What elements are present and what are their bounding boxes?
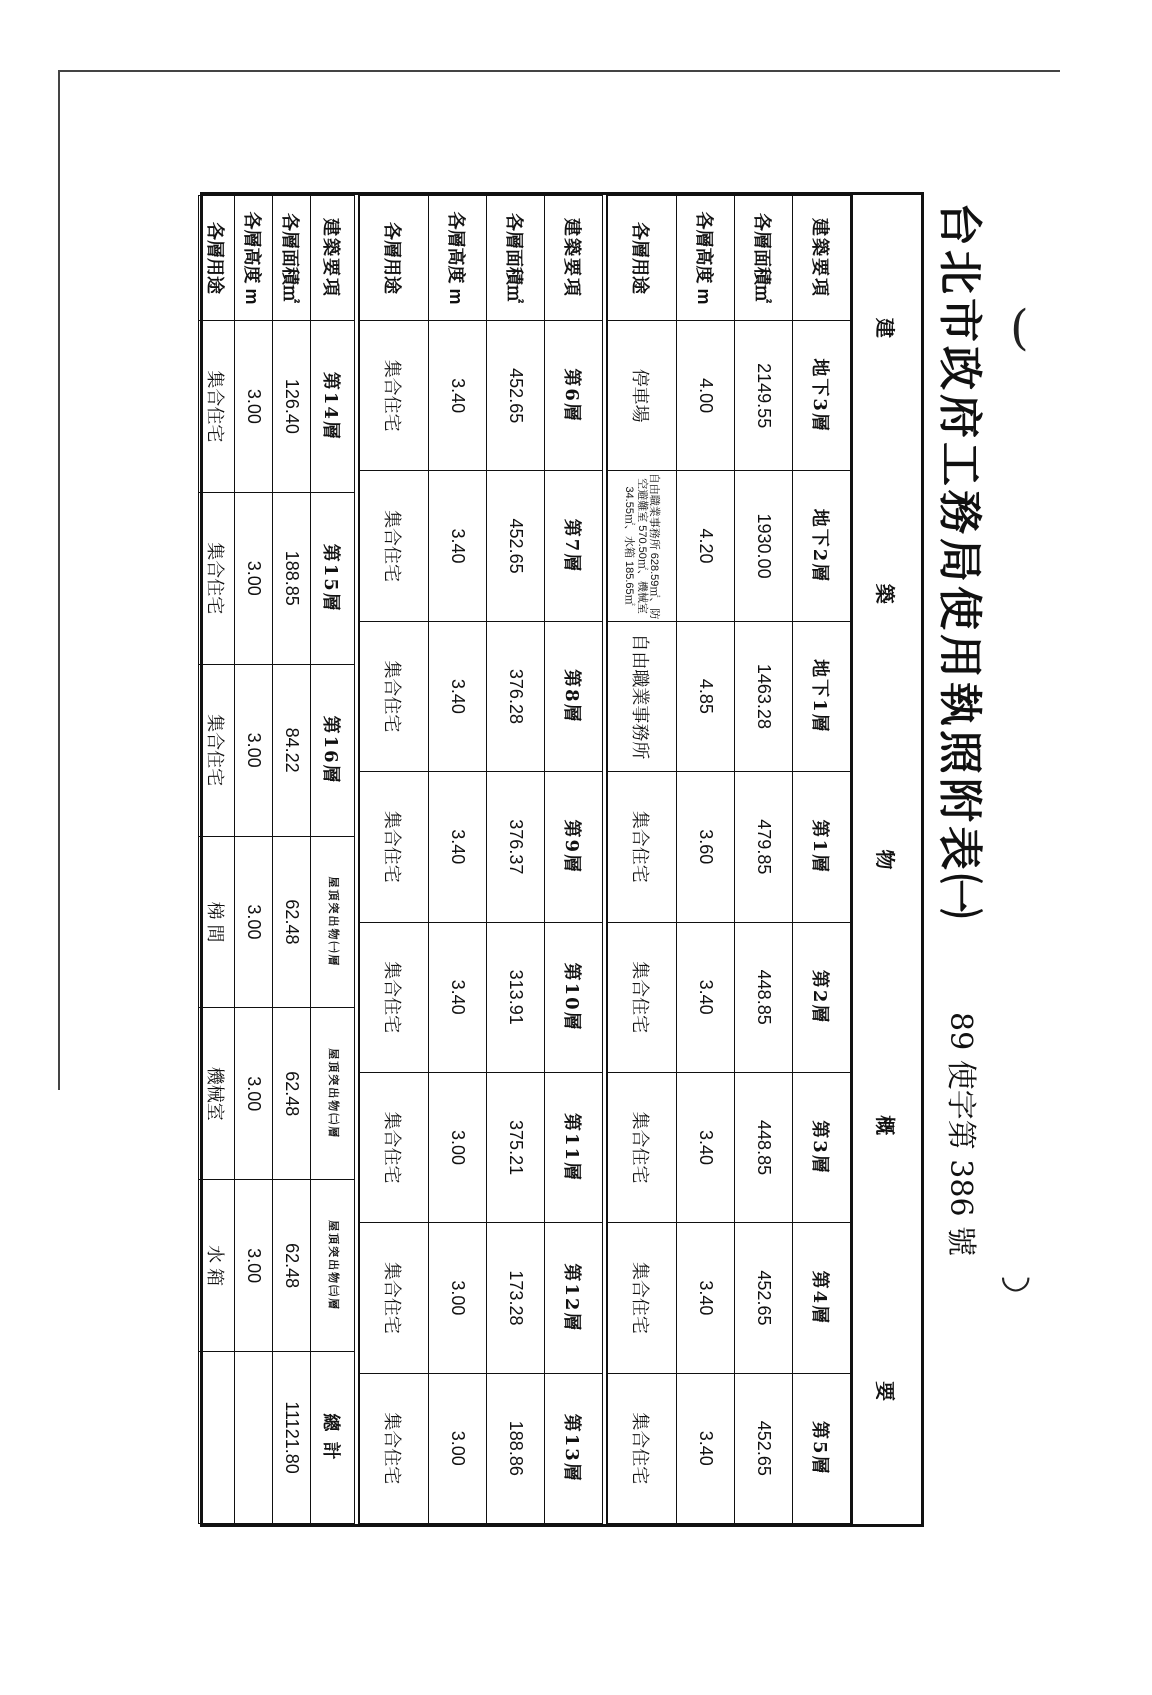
table-cell: 62.48 [273, 836, 311, 1008]
row-label-use: 各層用途 [607, 196, 677, 321]
license-number-prefix: 89 [943, 1012, 978, 1051]
license-number-mid: 使字第 [943, 1059, 978, 1150]
row-label-use: 各層用途 [199, 196, 235, 321]
page-edge-left [58, 70, 60, 1090]
document-rotated [200, 192, 1000, 1527]
row-label-item: 建築要項 [793, 196, 851, 321]
scan-mark-top-right: ( [1010, 300, 1029, 356]
table-cell: 452.65 [487, 471, 545, 621]
column-header: 第8層 [545, 621, 603, 771]
row-label-height: 各層高度 m [429, 196, 487, 321]
table-cell: 448.85 [735, 922, 793, 1072]
column-header: 地下1層 [793, 621, 851, 771]
table-cell: 3.00 [429, 1223, 487, 1373]
table-cell: 水 箱 [199, 1180, 235, 1352]
table-cell: 2149.55 [735, 321, 793, 471]
table-row [677, 196, 735, 1524]
table-cell: 479.85 [735, 772, 793, 922]
row-label-height: 各層高度 m [677, 196, 735, 321]
floor-block-2 [358, 195, 603, 1524]
table-cell: 集合住宅 [607, 922, 677, 1072]
table-cell: 3.40 [429, 922, 487, 1072]
table-cell: 313.91 [487, 922, 545, 1072]
table-row [793, 196, 851, 1524]
table-cell: 3.00 [235, 1180, 273, 1352]
table-cell: 3.40 [429, 471, 487, 621]
section-label-char: 要 [873, 1381, 898, 1402]
column-header: 第13層 [545, 1373, 603, 1523]
column-header: 屋頂突出物㈢層 [311, 1180, 355, 1352]
table-cell: 62.48 [273, 1008, 311, 1180]
column-header: 第9層 [545, 772, 603, 922]
column-header: 第5層 [793, 1373, 851, 1523]
table-cell: 集合住宅 [607, 1072, 677, 1222]
table-cell: 3.00 [235, 1008, 273, 1180]
table-row [235, 196, 273, 1524]
table-cell: 自由職業事務所 [607, 621, 677, 771]
column-header: 第10層 [545, 922, 603, 1072]
table-cell: 3.00 [235, 492, 273, 664]
table-cell: 3.00 [235, 664, 273, 836]
table-cell: 3.60 [677, 772, 735, 922]
column-header: 第7層 [545, 471, 603, 621]
table-cell: 3.00 [235, 836, 273, 1008]
column-header: 第16層 [311, 664, 355, 836]
column-header: 第4層 [793, 1223, 851, 1373]
table-cell: 機械室 [199, 1008, 235, 1180]
table-cell: 62.48 [273, 1180, 311, 1352]
column-header: 屋頂突出物㈠層 [311, 836, 355, 1008]
table-cell: 集合住宅 [359, 1072, 429, 1222]
column-header: 第3層 [793, 1072, 851, 1222]
column-header: 總 計 [311, 1352, 355, 1524]
table-cell: 452.65 [735, 1223, 793, 1373]
table-row [359, 196, 429, 1524]
table-cell: 173.28 [487, 1223, 545, 1373]
section-label [851, 195, 921, 1524]
table-cell: 188.85 [273, 492, 311, 664]
row-label-area: 各層面積㎡ [273, 196, 311, 321]
row-label-item: 建築要項 [311, 196, 355, 321]
table-cell: 1930.00 [735, 471, 793, 621]
table-row [545, 196, 603, 1524]
column-header: 第14層 [311, 321, 355, 493]
table-cell: 4.00 [677, 321, 735, 471]
block-divider [358, 195, 360, 1524]
column-header: 第6層 [545, 321, 603, 471]
table-cell: 集合住宅 [607, 1373, 677, 1523]
section-label-char: 建 [873, 317, 898, 338]
building-summary-table [200, 192, 924, 1527]
column-header: 地下2層 [793, 471, 851, 621]
row-label-area: 各層面積㎡ [487, 196, 545, 321]
table-cell: 集合住宅 [607, 772, 677, 922]
license-number-suffix: 號 [943, 1226, 978, 1257]
table-cell: 3.40 [677, 922, 735, 1072]
column-header: 第2層 [793, 922, 851, 1072]
table-cell: 376.37 [487, 772, 545, 922]
table-cell: 448.85 [735, 1072, 793, 1222]
row-label-height: 各層高度 m [235, 196, 273, 321]
row-label-item: 建築要項 [545, 196, 603, 321]
table-row [607, 196, 677, 1524]
table-cell: 3.40 [677, 1072, 735, 1222]
table-cell: 集合住宅 [607, 1223, 677, 1373]
title-area [924, 192, 1000, 1527]
table-cell: 376.28 [487, 621, 545, 771]
table-row [199, 196, 235, 1524]
table-cell: 375.21 [487, 1072, 545, 1222]
table-cell [199, 1352, 235, 1524]
table-cell: 集合住宅 [359, 1373, 429, 1523]
table-cell: 3.40 [677, 1373, 735, 1523]
table-cell: 3.40 [429, 321, 487, 471]
table-cell: 集合住宅 [199, 492, 235, 664]
table-cell: 452.65 [735, 1373, 793, 1523]
table-row [429, 196, 487, 1524]
table-cell: 3.40 [677, 1223, 735, 1373]
table-cell: 4.20 [677, 471, 735, 621]
table-cell: 11121.80 [273, 1352, 311, 1524]
table-row [311, 196, 355, 1524]
column-header: 屋頂突出物㈡層 [311, 1008, 355, 1180]
table-cell [235, 1352, 273, 1524]
table-cell: 集合住宅 [359, 772, 429, 922]
table-row [273, 196, 311, 1524]
table-cell: 集合住宅 [359, 1223, 429, 1373]
table-cell: 集合住宅 [359, 922, 429, 1072]
table-cell: 452.65 [487, 321, 545, 471]
table-cell: 126.40 [273, 321, 311, 493]
table-cell: 3.00 [235, 321, 273, 493]
block-divider [606, 195, 608, 1524]
section-label-char: 物 [873, 849, 898, 870]
license-number-value: 386 [943, 1159, 978, 1217]
column-header: 地下3層 [793, 321, 851, 471]
floor-block-1 [606, 195, 851, 1524]
table-cell: 集合住宅 [199, 664, 235, 836]
table-cell: 3.40 [429, 772, 487, 922]
row-label-use: 各層用途 [359, 196, 429, 321]
license-number [942, 1012, 986, 1256]
table-row [487, 196, 545, 1524]
floor-block-3 [198, 195, 355, 1524]
table-cell: 集合住宅 [199, 321, 235, 493]
table-cell: 188.86 [487, 1373, 545, 1523]
table-cell: 3.40 [429, 621, 487, 771]
column-header: 第1層 [793, 772, 851, 922]
table-cell: 集合住宅 [359, 321, 429, 471]
section-label-char: 築 [873, 583, 898, 604]
table-cell: 集合住宅 [359, 471, 429, 621]
table-cell: 1463.28 [735, 621, 793, 771]
table-row [735, 196, 793, 1524]
table-cell: 梯 間 [199, 836, 235, 1008]
page-edge-top [60, 70, 1060, 72]
table-cell: 停車場 [607, 321, 677, 471]
column-header: 第12層 [545, 1223, 603, 1373]
table-cell: 自由職業事務所 628.59㎡、防空避難室 570.50㎡、機械室 34.55㎡、水箱 185.65㎡ [607, 471, 677, 621]
table-cell: 4.85 [677, 621, 735, 771]
column-header: 第11層 [545, 1072, 603, 1222]
column-header: 第15層 [311, 492, 355, 664]
section-label-char: 概 [873, 1115, 898, 1136]
row-label-area: 各層面積㎡ [735, 196, 793, 321]
table-cell: 84.22 [273, 664, 311, 836]
table-cell: 集合住宅 [359, 621, 429, 771]
scan-mark-right: ◡ [1000, 1255, 1032, 1296]
document-title: 台北市政府工務局使用執照附表㈠ [934, 202, 985, 922]
table-cell: 3.00 [429, 1072, 487, 1222]
table-cell: 3.00 [429, 1373, 487, 1523]
